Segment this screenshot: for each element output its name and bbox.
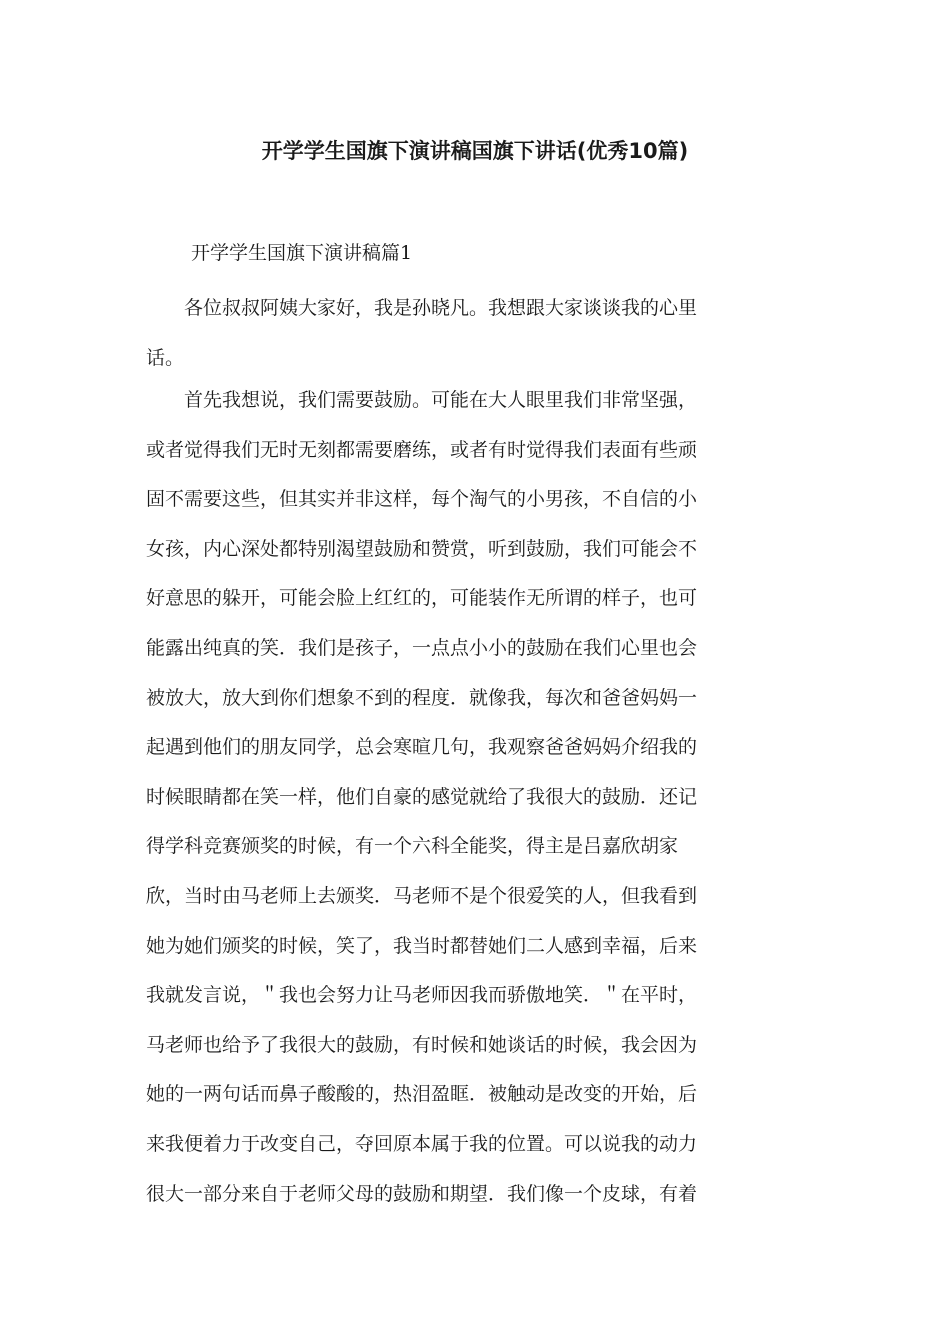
paragraph-line: 各位叔叔阿姨大家好，我是孙晓凡。我想跟大家谈谈我的心里 xyxy=(146,297,698,319)
paragraph-line: 固不需要这些，但其实并非这样，每个淘气的小男孩，不自信的小 xyxy=(146,488,698,511)
paragraph-line: 首先我想说，我们需要鼓励。可能在大人眼里我们非常坚强， xyxy=(146,389,698,411)
paragraph-2 xyxy=(146,376,808,1219)
paragraph-line: 时候眼睛都在笑一样，他们自豪的感觉就给了我很大的鼓励．还记 xyxy=(146,785,698,808)
section-heading: 开学学生国旗下演讲稿篇1 xyxy=(191,242,413,264)
paragraph-line: 得学科竞赛颁奖的时候，有一个六科全能奖，得主是吕嘉欣胡家 xyxy=(146,835,679,858)
paragraph-line: 话。 xyxy=(146,346,185,369)
paragraph-line: 来我便着力于改变自己，夺回原本属于我的位置。可以说我的动力 xyxy=(146,1132,698,1155)
paragraph-line: 好意思的躲开，可能会脸上红红的，可能装作无所谓的样子，也可 xyxy=(146,587,698,610)
paragraph-line: 我就发言说，＂我也会努力让马老师因我而骄傲地笑．＂在平时， xyxy=(146,984,698,1007)
paragraph-line: 能露出纯真的笑．我们是孩子，一点点小小的鼓励在我们心里也会 xyxy=(146,636,698,659)
paragraph-line: 她为她们颁奖的时候，笑了，我当时都替她们二人感到幸福，后来 xyxy=(146,934,698,957)
paragraph-line: 她的一两句话而鼻子酸酸的，热泪盈眶．被触动是改变的开始，后 xyxy=(146,1083,698,1106)
paragraph-line: 很大一部分来自于老师父母的鼓励和期望．我们像一个皮球，有着 xyxy=(146,1182,698,1205)
document-title: 开学学生国旗下演讲稿国旗下讲话(优秀10篇) xyxy=(261,139,689,163)
paragraph-1 xyxy=(146,284,808,383)
paragraph-line: 马老师也给予了我很大的鼓励，有时候和她谈话的时候，我会因为 xyxy=(146,1033,698,1056)
paragraph-line: 女孩，内心深处都特别渴望鼓励和赞赏，听到鼓励，我们可能会不 xyxy=(146,537,698,560)
paragraph-line: 或者觉得我们无时无刻都需要磨练，或者有时觉得我们表面有些顽 xyxy=(146,438,698,461)
paragraph-line: 被放大，放大到你们想象不到的程度．就像我，每次和爸爸妈妈一 xyxy=(146,686,698,709)
paragraph-line: 欣，当时由马老师上去颁奖．马老师不是个很爱笑的人，但我看到 xyxy=(146,884,698,907)
paragraph-line: 起遇到他们的朋友同学，总会寒暄几句，我观察爸爸妈妈介绍我的 xyxy=(146,736,698,759)
